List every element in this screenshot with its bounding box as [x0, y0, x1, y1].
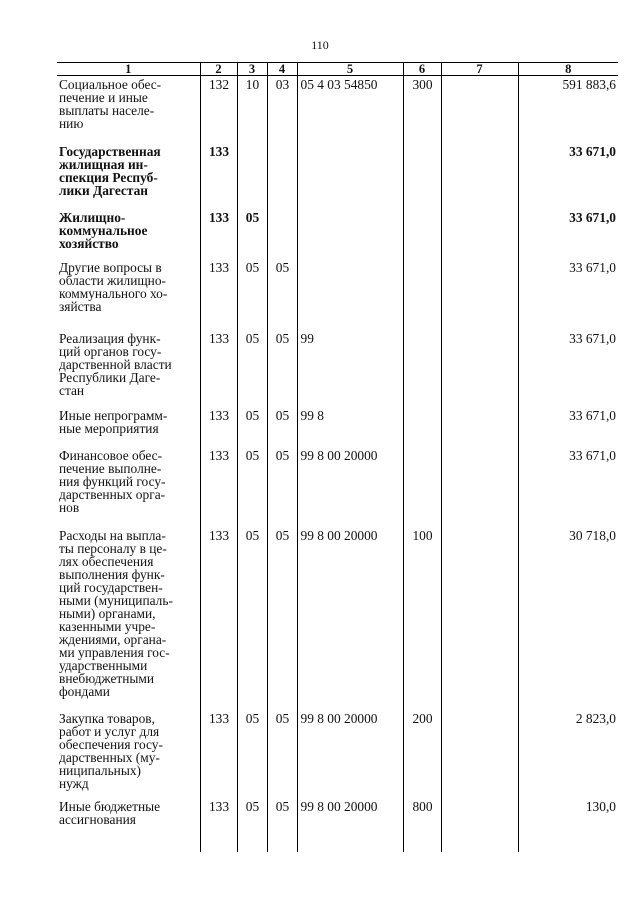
header-cell: 8 [518, 63, 618, 76]
row-name-line: Иные бюджетные [59, 798, 161, 814]
row-name-cell [57, 447, 200, 527]
header-cell: 1 [57, 63, 200, 76]
row-name-line: ций государствен- [59, 579, 163, 595]
cell-c2: 133 [200, 527, 237, 710]
cell-c7 [441, 710, 518, 798]
row-name-cell [57, 330, 200, 407]
row-name-cell [57, 259, 200, 330]
row-name-line: Жилищно- [59, 209, 126, 225]
row-name-line: казенными учре- [59, 618, 156, 634]
cell-c7 [441, 527, 518, 710]
cell-c2: 133 [200, 798, 237, 852]
header-cell: 7 [441, 63, 518, 76]
cell-c7 [441, 209, 518, 259]
cell-c8: 2 823,0 [518, 710, 618, 798]
header-cell: 6 [403, 63, 441, 76]
table-row [57, 798, 618, 852]
cell-c3: 05 [237, 209, 267, 259]
cell-c3 [237, 143, 267, 209]
cell-c2: 133 [200, 447, 237, 527]
row-name-line: ными (муниципаль- [59, 592, 173, 608]
table-row [57, 710, 618, 798]
row-name-cell [57, 527, 200, 710]
row-name-cell [57, 798, 200, 852]
cell-c3: 05 [237, 259, 267, 330]
row-name-line: ниципальных) [59, 762, 141, 778]
header-row [57, 63, 618, 76]
row-name-line: дарственной власти [59, 356, 172, 372]
table-row [57, 330, 618, 407]
row-name-line: коммунальное [59, 222, 148, 238]
table-body [57, 76, 618, 852]
cell-c2: 133 [200, 330, 237, 407]
row-name-line: ми управления гос- [59, 644, 170, 660]
row-name-line: стан [59, 382, 85, 398]
row-name-cell [57, 710, 200, 798]
row-name-line: хозяйство [59, 235, 119, 251]
row-name-line: жилищная ин- [59, 156, 148, 172]
cell-c5: 99 8 00 20000 [297, 447, 403, 527]
cell-c6: 800 [403, 798, 441, 852]
cell-c5: 99 8 [297, 407, 403, 447]
cell-c4 [267, 209, 297, 259]
cell-c7 [441, 447, 518, 527]
cell-c5: 99 [297, 330, 403, 407]
row-name-cell [57, 76, 200, 143]
row-name-line: ные мероприятия [59, 420, 159, 436]
row-name-line: ударственными [59, 657, 148, 673]
row-name-line: печение и иные [59, 90, 148, 105]
cell-c3: 05 [237, 330, 267, 407]
row-name-line: области жилищно- [59, 272, 167, 288]
cell-c4 [267, 143, 297, 209]
cell-c8: 33 671,0 [518, 447, 618, 527]
page-number: 110 [311, 38, 329, 52]
row-name-line: Расходы на выпла- [59, 527, 166, 543]
cell-c8: 33 671,0 [518, 407, 618, 447]
row-name-line: фондами [59, 683, 110, 699]
row-name-line: работ и услуг для [59, 723, 160, 739]
row-name-line: дарственных орга- [59, 486, 166, 502]
cell-c8: 33 671,0 [518, 259, 618, 330]
cell-c6 [403, 143, 441, 209]
cell-c6 [403, 407, 441, 447]
budget-table [57, 62, 618, 852]
table-row [57, 143, 618, 209]
cell-c8: 33 671,0 [518, 209, 618, 259]
row-name-line: спекция Респуб- [59, 169, 158, 185]
header-cell: 4 [267, 63, 297, 76]
cell-c7 [441, 798, 518, 852]
cell-c8: 130,0 [518, 798, 618, 852]
row-name-line: печение выполне- [59, 460, 162, 476]
cell-c6: 200 [403, 710, 441, 798]
row-name-cell [57, 407, 200, 447]
row-name-line: обеспечения госу- [59, 736, 163, 752]
cell-c3: 05 [237, 407, 267, 447]
table-row [57, 76, 618, 143]
row-name-line: ты персоналу в це- [59, 540, 167, 556]
cell-c5: 99 8 00 20000 [297, 710, 403, 798]
row-name-line: Республики Даге- [59, 369, 161, 385]
cell-c7 [441, 330, 518, 407]
cell-c2: 133 [200, 259, 237, 330]
cell-c5: 99 8 00 20000 [297, 798, 403, 852]
cell-c4: 05 [267, 407, 297, 447]
cell-c3: 05 [237, 447, 267, 527]
cell-c6 [403, 447, 441, 527]
cell-c4: 05 [267, 527, 297, 710]
header-cell: 2 [200, 63, 237, 76]
row-name-line: зяйства [59, 298, 102, 314]
cell-c7 [441, 76, 518, 143]
table-row [57, 447, 618, 527]
cell-c2: 133 [200, 143, 237, 209]
row-name-cell [57, 143, 200, 209]
cell-c6: 100 [403, 527, 441, 710]
cell-c7 [441, 259, 518, 330]
row-name-line: нужд [59, 775, 89, 791]
cell-c4: 05 [267, 710, 297, 798]
cell-c4: 05 [267, 447, 297, 527]
row-name-line: Иные непрограмм- [59, 407, 168, 423]
row-name-line: Другие вопросы в [59, 259, 162, 275]
cell-c4: 05 [267, 330, 297, 407]
cell-c7 [441, 407, 518, 447]
row-name-line: ния функций госу- [59, 473, 166, 489]
row-name-line: нию [59, 116, 84, 131]
row-name-line: ждениями, органа- [59, 631, 167, 647]
row-name-line: нов [59, 499, 80, 515]
row-name-line: ассигнования [59, 811, 136, 827]
row-name-line: выполнения функ- [59, 566, 165, 582]
row-name-line: внебюджетными [59, 670, 155, 686]
cell-c4: 05 [267, 798, 297, 852]
row-name-line: Реализация функ- [59, 330, 161, 346]
cell-c6: 300 [403, 76, 441, 143]
cell-c5 [297, 143, 403, 209]
cell-c2: 132 [200, 76, 237, 143]
row-name-line: выплаты населе- [59, 103, 155, 118]
header-cell: 5 [297, 63, 403, 76]
cell-c6 [403, 209, 441, 259]
cell-c3: 05 [237, 527, 267, 710]
cell-c5: 05 4 03 54850 [297, 76, 403, 143]
row-name-line: коммунального хо- [59, 285, 168, 301]
cell-c5 [297, 209, 403, 259]
row-name-line: Финансовое обес- [59, 447, 163, 463]
row-name-line: ными) органами, [59, 605, 156, 621]
cell-c8: 30 718,0 [518, 527, 618, 710]
cell-c6 [403, 330, 441, 407]
cell-c4: 05 [267, 259, 297, 330]
table-row [57, 259, 618, 330]
header-cell: 3 [237, 63, 267, 76]
cell-c8: 33 671,0 [518, 330, 618, 407]
cell-c3: 05 [237, 798, 267, 852]
row-name-cell [57, 209, 200, 259]
cell-c3: 05 [237, 710, 267, 798]
cell-c6 [403, 259, 441, 330]
cell-c3: 10 [237, 76, 267, 143]
cell-c5: 99 8 00 20000 [297, 527, 403, 710]
cell-c2: 133 [200, 209, 237, 259]
cell-c4: 03 [267, 76, 297, 143]
cell-c2: 133 [200, 407, 237, 447]
cell-c8: 591 883,6 [518, 76, 618, 143]
table-row [57, 209, 618, 259]
row-name-line: ций органов госу- [59, 343, 162, 359]
row-name-line: лики Дагестан [59, 182, 149, 198]
table-row [57, 527, 618, 710]
cell-c5 [297, 259, 403, 330]
table-row [57, 407, 618, 447]
row-name-line: Государственная [59, 143, 161, 159]
row-name-line: Социальное обес- [59, 77, 162, 92]
cell-c8: 33 671,0 [518, 143, 618, 209]
cell-c2: 133 [200, 710, 237, 798]
row-name-line: дарственных (му- [59, 749, 160, 765]
row-name-line: Закупка товаров, [59, 710, 155, 726]
cell-c7 [441, 143, 518, 209]
row-name-line: лях обеспечения [59, 553, 154, 569]
